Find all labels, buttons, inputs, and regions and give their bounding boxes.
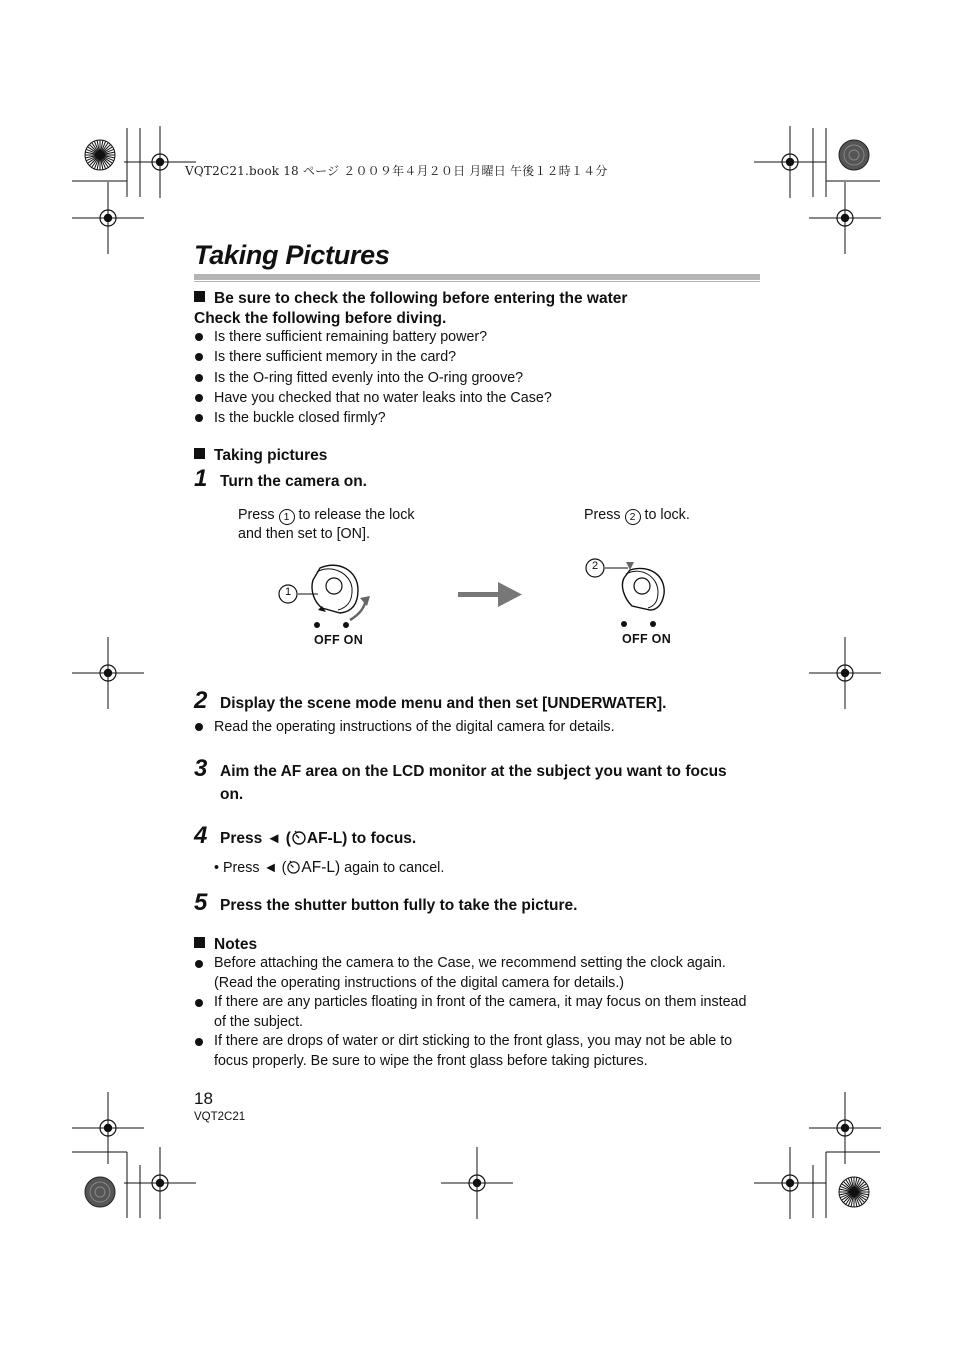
square-bullet-icon xyxy=(194,937,205,948)
off-on-label-right: OFF ON xyxy=(622,632,672,646)
section-heading-taking-pictures xyxy=(194,447,327,465)
print-header: VQT2C21.book 18 ページ ２００９年４月２０日 月曜日 午後１２時１４分 xyxy=(185,164,608,178)
notes-list xyxy=(194,954,769,1071)
square-bullet-icon xyxy=(194,448,205,459)
off-on-label-left: OFF ON xyxy=(314,633,364,647)
figure-caption-right xyxy=(584,506,784,525)
note-line: of the subject. xyxy=(214,1013,304,1030)
title-rule-thin xyxy=(194,281,760,282)
caption-text: Press xyxy=(584,507,621,523)
document-code: VQT2C21 xyxy=(194,1111,246,1123)
caption-text: to lock. xyxy=(644,507,690,523)
step-text xyxy=(220,827,416,850)
subnote-text: AF-L) xyxy=(301,859,341,876)
subnote-text: • Press xyxy=(214,860,260,876)
list-item: Read the operating instructions of the digital camera for details. xyxy=(194,717,754,737)
step-bullets xyxy=(194,717,754,737)
section-heading-text: Be sure to check the following before entering the water xyxy=(214,290,628,307)
note-line: If there are any particles floating in front of the camera, it may focus on them instead xyxy=(214,994,747,1010)
step-text-part: Press xyxy=(220,830,263,847)
step-number: 5 xyxy=(194,889,208,916)
section-heading-text: Taking pictures xyxy=(214,447,328,464)
list-item xyxy=(194,954,769,993)
step-subnote xyxy=(214,859,444,877)
step-text: Press the shutter button fully to take the picture. xyxy=(220,897,578,914)
checklist xyxy=(194,327,754,428)
step-text-line: on. xyxy=(220,786,244,803)
section-subheading: Check the following before diving. xyxy=(194,310,447,327)
step-number: 2 xyxy=(194,687,208,714)
step-text xyxy=(220,760,765,806)
note-line: (Read the operating instructions of the digital camera for details.) xyxy=(214,974,625,991)
step-text: Turn the camera on. xyxy=(220,473,367,490)
self-timer-icon xyxy=(286,859,301,874)
list-item: Is the O-ring fitted evenly into the O-ring groove? xyxy=(194,368,754,388)
caption-text: to release the lock xyxy=(298,507,415,523)
list-item: Is there sufficient remaining battery power? xyxy=(194,327,754,347)
list-item: Have you checked that no water leaks into the Case? xyxy=(194,388,754,408)
note-line: Before attaching the camera to the Case, we recommend setting the clock again. xyxy=(214,955,726,971)
list-item: Is the buckle closed firmly? xyxy=(194,408,754,428)
note-line: If there are drops of water or dirt sticking to the front glass, you may not be able to xyxy=(214,1033,733,1049)
list-item xyxy=(194,993,769,1032)
step-number: 1 xyxy=(194,465,208,492)
square-bullet-icon xyxy=(194,291,205,302)
left-triangle-icon: ◄ xyxy=(266,830,282,847)
callout-number-1: 1 xyxy=(284,586,292,598)
list-item: Is there sufficient memory in the card? xyxy=(194,347,754,367)
self-timer-icon xyxy=(291,829,307,845)
dial-locked-icon xyxy=(622,562,664,610)
left-triangle-icon: ◄ xyxy=(263,860,278,876)
step-text: Display the scene mode menu and then set [UNDERWATER]. xyxy=(220,695,667,712)
step-number: 3 xyxy=(194,755,208,782)
page-title: Taking Pictures xyxy=(194,240,390,270)
circled-number: 2 xyxy=(625,509,641,525)
step-text-part: ( xyxy=(285,830,291,847)
subnote-text: ( xyxy=(281,860,287,876)
circled-number: 1 xyxy=(279,509,295,525)
list-item xyxy=(194,1032,769,1071)
caption-text: Press xyxy=(238,507,275,523)
callout-number-2: 2 xyxy=(591,560,599,572)
right-arrow-icon xyxy=(458,582,522,607)
subnote-text: again to cancel. xyxy=(344,860,445,876)
section-heading-notes xyxy=(194,936,257,954)
caption-text: and then set to [ON]. xyxy=(238,526,370,542)
step-number: 4 xyxy=(194,822,208,849)
title-rule xyxy=(194,274,760,280)
section-heading-checks xyxy=(194,290,627,308)
figure-caption-left xyxy=(238,506,498,544)
step-text-line: Aim the AF area on the LCD monitor at the subject you want to focus xyxy=(220,763,727,780)
section-heading-text: Notes xyxy=(214,936,258,953)
note-line: focus properly. Be sure to wipe the front glass before taking pictures. xyxy=(214,1052,648,1069)
page-number: 18 xyxy=(194,1089,213,1108)
dial-unlocked-icon xyxy=(312,565,370,620)
step-text-part: AF-L) to focus. xyxy=(306,830,417,847)
